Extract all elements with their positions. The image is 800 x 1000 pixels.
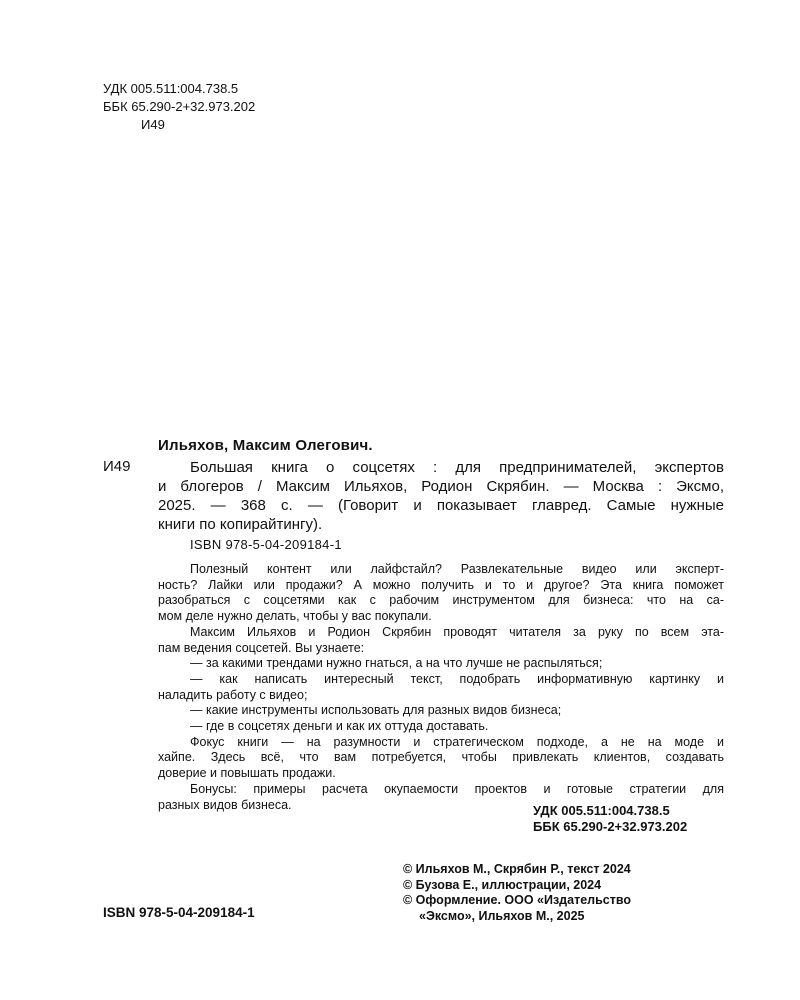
bib-line: Большая книга о соцсетях : для предпринимателей, экспертов xyxy=(190,459,724,476)
annotation-line: доверие и повышать продажи. xyxy=(158,766,336,781)
annotation-list-item: — какие инструменты использовать для разных видов бизнеса; xyxy=(190,703,562,718)
annotation-line: Полезный контент или лайфстайл? Развлекательные видео или эксперт- xyxy=(190,562,724,576)
copyright-line: © Бузова Е., иллюстрации, 2024 xyxy=(403,877,602,892)
bib-line: книги по копирайтингу). xyxy=(158,516,323,533)
isbn-entry: ISBN 978-5-04-209184-1 xyxy=(190,537,342,552)
copyright-block xyxy=(403,862,631,924)
author-heading: Ильяхов, Максим Олегович. xyxy=(158,437,373,454)
copyright-line: «Эксмо», Ильяхов М., 2025 xyxy=(419,908,585,923)
author-mark-entry: И49 xyxy=(103,458,131,475)
isbn-bottom: ISBN 978-5-04-209184-1 xyxy=(103,905,255,920)
udk-code: УДК 005.511:004.738.5 xyxy=(103,81,239,96)
copyright-line: © Оформление. ООО «Издательство xyxy=(403,893,631,907)
annotation xyxy=(158,562,724,813)
annotation-line: ность? Лайки или продажи? А можно получить и то и другое? Эта книга поможет xyxy=(158,577,724,592)
annotation-line: Бонусы: примеры расчета окупаемости проектов и готовые стратегии для xyxy=(190,781,724,796)
annotation-line: разных видов бизнеса. xyxy=(158,797,292,812)
udk-code-right: УДК 005.511:004.738.5 xyxy=(533,803,670,818)
annotation-line: наладить работу с видео; xyxy=(158,687,308,702)
bib-line: и блогеров / Максим Ильяхов, Родион Скрябин. — Москва : Эксмо, xyxy=(158,478,724,495)
annotation-list-item: — где в соцсетях деньги и как их оттуда доставать. xyxy=(190,719,489,734)
annotation-line: разобраться с соцсетями как с рабочим инструментом для бизнеса: что на са- xyxy=(158,593,724,608)
bbk-code-right: ББК 65.290-2+32.973.202 xyxy=(533,819,688,834)
classification-right xyxy=(533,803,687,835)
annotation-list-item: — за какими трендами нужно гнаться, а на что лучше не распыляться; xyxy=(190,656,603,671)
annotation-line: пам ведения соцсетей. Вы узнаете: xyxy=(158,640,365,655)
annotation-line: мом деле нужно делать, чтобы у вас покупали. xyxy=(158,609,432,624)
annotation-line: Фокус книги — на разумности и стратегическом подходе, а не на моде и xyxy=(190,734,724,749)
annotation-line: Максим Ильяхов и Родион Скрябин проводят читателя за руку по всем эта- xyxy=(190,624,724,639)
bbk-code: ББК 65.290-2+32.973.202 xyxy=(103,99,256,114)
bib-line: 2025. — 368 с. — (Говорит и показывает главред. Самые нужные xyxy=(158,497,724,514)
bibliographic-description xyxy=(158,458,724,534)
annotation-list-item: — как написать интересный текст, подобрать информативную картинку и xyxy=(190,671,724,686)
annotation-line: хайпе. Здесь всё, что вам потребуется, чтобы привлекать клиентов, создавать xyxy=(158,750,724,765)
copyright-line: © Ильяхов М., Скрябин Р., текст 2024 xyxy=(403,862,631,876)
author-mark: И49 xyxy=(141,117,165,132)
